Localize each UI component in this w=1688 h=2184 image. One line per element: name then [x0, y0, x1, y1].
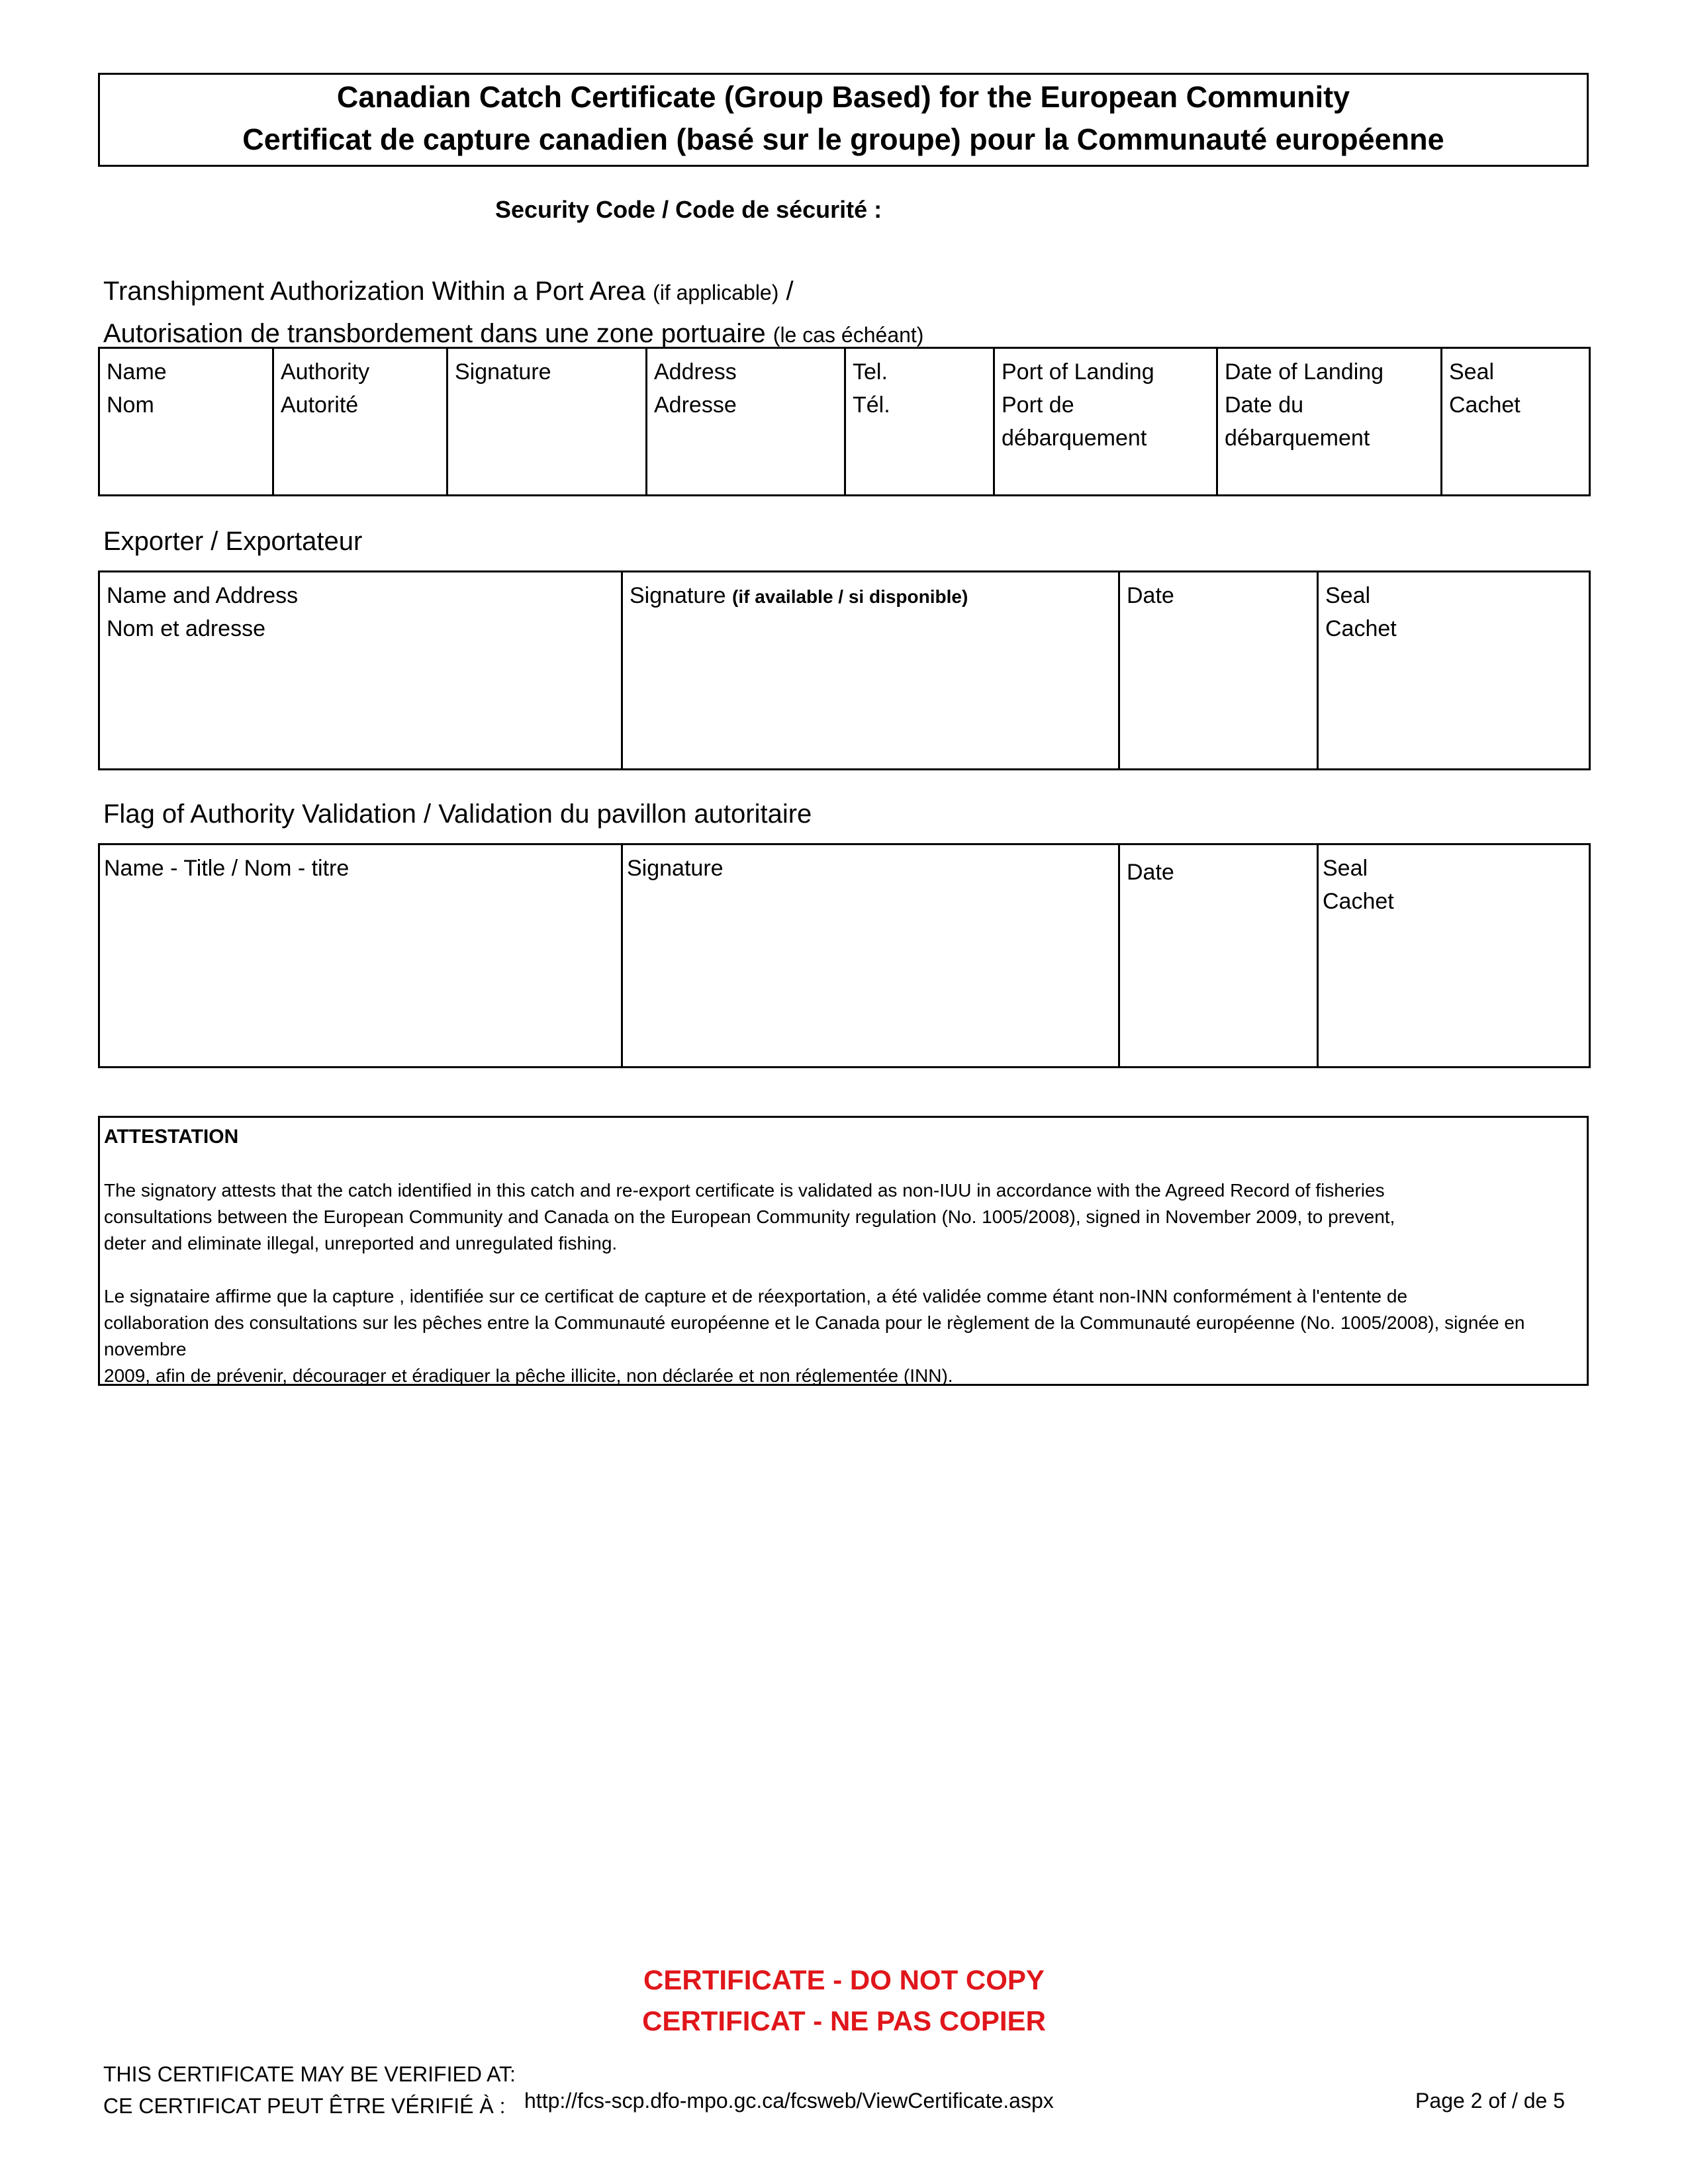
attestation-fr-line: Le signataire affirme que la capture , identifiée sur ce certificat de capture et de réexportation, a été validée comme étant non-INN conformément à l'entente de: [104, 1286, 1408, 1306]
col-label-fr: Adresse: [654, 392, 737, 418]
signature-label: Signature: [630, 583, 726, 608]
seal-label-fr: Cachet: [1323, 889, 1394, 914]
col-label-en: Date of Landing: [1225, 359, 1384, 385]
date-label: Date: [1127, 583, 1174, 608]
certificate-title-box: [98, 73, 1589, 167]
title-french: Certificat de capture canadien (basé sur le groupe) pour la Communauté européenne: [242, 122, 1444, 156]
col-label-en: Port of Landing: [1002, 359, 1154, 385]
attestation-heading: ATTESTATION: [104, 1126, 239, 1148]
exporter-name-address-cell[interactable]: [99, 572, 622, 770]
transhipment-col-address[interactable]: [647, 348, 845, 496]
transhipment-title-fr: [103, 319, 923, 349]
transhipment-col-signature[interactable]: [447, 348, 647, 496]
attestation-en-line: deter and eliminate illegal, unreported and unregulated fishing.: [104, 1233, 618, 1253]
page-number: Page 2 of / de 5: [1415, 2089, 1565, 2113]
transhipment-title-separator: /: [786, 277, 794, 306]
transhipment-col-date-of-landing[interactable]: [1217, 348, 1442, 496]
transhipment-col-seal[interactable]: [1442, 348, 1590, 496]
seal-label-en: Seal: [1323, 856, 1368, 881]
attestation-box: [98, 1116, 1589, 1386]
col-label-fr-cont: débarquement: [1225, 426, 1370, 451]
name-address-label-en: Name and Address: [107, 583, 299, 608]
attestation-fr-line: 2009, afin de prévenir, décourager et éradiquer la pêche illicite, non déclarée et non réglementée (INN).: [104, 1365, 953, 1386]
col-label-fr-cont: débarquement: [1002, 426, 1147, 451]
col-label-en: Address: [654, 359, 737, 385]
flag-validation-title: Flag of Authority Validation / Validation du pavillon autoritaire: [103, 799, 812, 829]
transhipment-col-port-of-landing[interactable]: [994, 348, 1217, 496]
flag-validation-table: [98, 843, 1591, 1068]
transhipment-header-row: [99, 348, 1590, 496]
do-not-copy-stamp-fr: CERTIFICAT - NE PAS COPIER: [642, 2005, 1046, 2036]
flag-validation-row: [99, 844, 1590, 1068]
seal-label-fr: Cachet: [1325, 616, 1397, 641]
signature-note: (if available / si disponible): [732, 586, 968, 607]
seal-label-en: Seal: [1325, 583, 1371, 608]
transhipment-title-line2: Autorisation de transbordement dans une zone portuaire: [103, 319, 766, 348]
verification-url-link[interactable]: http://fcs-scp.dfo-mpo.gc.ca/fcsweb/ViewCertificate.aspx: [524, 2089, 1054, 2113]
transhipment-title-line1: Transhipment Authorization Within a Port Area: [103, 277, 645, 306]
transhipment-note-en: (if applicable): [653, 281, 779, 304]
attestation-en-line: consultations between the European Community and Canada on the European Community regulation (No. 1005/2008), signed in November 2009, to prevent,: [104, 1206, 1395, 1227]
col-label-fr: Tél.: [853, 392, 890, 418]
flag-signature-cell[interactable]: [622, 844, 1119, 1068]
verify-label-fr: CE CERTIFICAT PEUT ÊTRE VÉRIFIÉ À :: [103, 2094, 506, 2118]
flag-date-cell[interactable]: [1119, 844, 1318, 1068]
flag-seal-cell[interactable]: [1318, 844, 1590, 1068]
do-not-copy-stamp-en: CERTIFICATE - DO NOT COPY: [643, 1964, 1045, 1995]
col-label-en: Authority: [281, 359, 370, 385]
col-label-en: Tel.: [853, 359, 888, 385]
flag-name-title-cell[interactable]: [99, 844, 622, 1068]
security-code-label: Security Code / Code de sécurité :: [495, 196, 882, 223]
col-label-fr: Date du: [1225, 392, 1304, 418]
name-address-label-fr: Nom et adresse: [107, 616, 265, 641]
attestation-en-line: The signatory attests that the catch identified in this catch and re-export certificate is validated as non-IUU in accordance with the Agreed Record of fisheries: [104, 1180, 1385, 1201]
col-label-en: Seal: [1449, 359, 1495, 385]
transhipment-note-fr: (le cas échéant): [773, 323, 924, 347]
col-label-fr: Cachet: [1449, 392, 1521, 418]
col-label-en: Name: [107, 359, 167, 385]
title-english: Canadian Catch Certificate (Group Based) for the European Community: [336, 80, 1350, 114]
transhipment-col-tel[interactable]: [845, 348, 994, 496]
exporter-row: [99, 572, 1590, 770]
exporter-title: Exporter / Exportateur: [103, 527, 363, 556]
exporter-date-cell[interactable]: [1119, 572, 1318, 770]
signature-label: Signature: [627, 856, 724, 881]
transhipment-title-en: [103, 277, 794, 306]
name-title-label: Name - Title / Nom - titre: [104, 856, 350, 881]
transhipment-col-name[interactable]: [99, 348, 273, 496]
verify-label-en: THIS CERTIFICATE MAY BE VERIFIED AT:: [103, 2062, 516, 2086]
transhipment-col-authority[interactable]: [273, 348, 447, 496]
col-label-fr: Port de: [1002, 392, 1074, 418]
col-label-en: Signature: [455, 359, 551, 385]
attestation-fr-line: collaboration des consultations sur les pêches entre la Communauté européenne et le Canada pour le règlement de la Communauté européenne (No. 1005/2008), signée en novembre: [104, 1312, 1525, 1359]
col-label-fr: Autorité: [281, 392, 359, 418]
exporter-table: [98, 570, 1591, 770]
exporter-seal-cell[interactable]: [1318, 572, 1590, 770]
transhipment-table: [98, 347, 1591, 496]
col-label-fr: Nom: [107, 392, 154, 418]
exporter-signature-cell[interactable]: [622, 572, 1119, 770]
date-label: Date: [1127, 860, 1174, 885]
